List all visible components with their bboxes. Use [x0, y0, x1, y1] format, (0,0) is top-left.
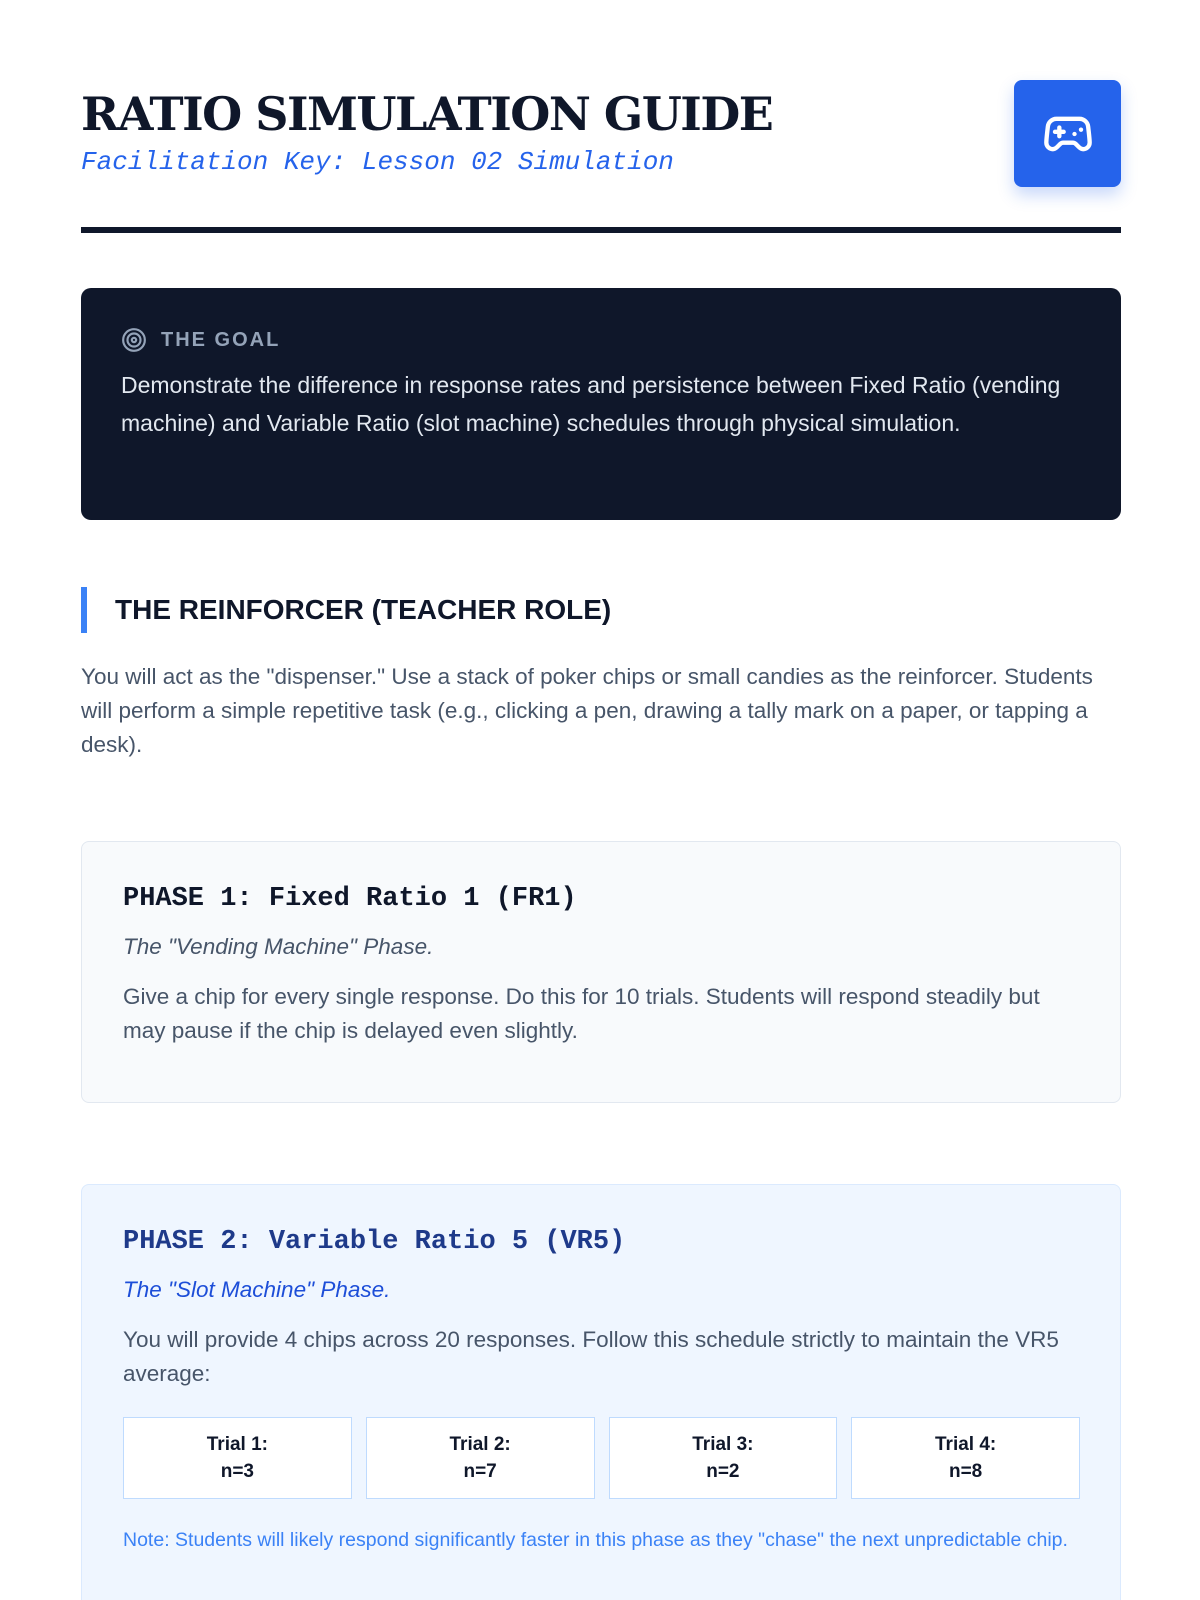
header-divider	[81, 227, 1121, 233]
page-title: RATIO SIMULATION GUIDE	[81, 87, 773, 141]
trial-box	[366, 1417, 595, 1499]
phase-1-card	[81, 841, 1121, 1103]
goal-text: Demonstrate the difference in response rates and persistence between Fixed Ratio (vending machine) and Variable Ratio (slot machine) schedules through physical simulation.	[121, 372, 1061, 436]
page	[81, 0, 1121, 1551]
target-icon	[121, 327, 147, 353]
reinforcer-heading: THE REINFORCER (TEACHER ROLE)	[81, 587, 611, 633]
phase-2-card	[81, 1184, 1121, 1600]
trial-schedule	[123, 1417, 1080, 1499]
trial-label: Trial 2:	[449, 1434, 511, 1455]
phase-2-text: You will provide 4 chips across 20 responses. Follow this schedule strictly to maintain the VR5 average:	[123, 1327, 1059, 1386]
reinforcer-text: You will act as the "dispenser." Use a stack of poker chips or small candies as the reinforcer. Students will perform a simple repetitive task (e.g., clicking a pen, drawing a tally mark on a paper, or tapping a desk).	[81, 664, 1093, 757]
goal-label: THE GOAL	[161, 328, 281, 351]
trial-label: Trial 4:	[935, 1434, 997, 1455]
trial-value: n=8	[948, 1461, 983, 1482]
trial-label: Trial 3:	[692, 1434, 754, 1455]
gamepad-icon	[1042, 108, 1094, 160]
trial-label: Trial 1:	[206, 1434, 268, 1455]
trial-box	[851, 1417, 1080, 1499]
trial-value: n=3	[220, 1461, 255, 1482]
phase-2-note: Note: Students will likely respond significantly faster in this phase as they "chase" the next unpredictable chip.	[123, 1529, 1068, 1551]
phase-2-title: PHASE 2: Variable Ratio 5 (VR5)	[123, 1227, 626, 1257]
trial-box	[123, 1417, 352, 1499]
phase-2-subtitle: The "Slot Machine" Phase.	[123, 1277, 391, 1302]
header	[81, 0, 1121, 232]
game-button[interactable]	[1014, 80, 1121, 187]
trial-value: n=7	[463, 1461, 497, 1482]
page-subtitle: Facilitation Key: Lesson 02 Simulation	[81, 147, 674, 177]
trial-box	[609, 1417, 838, 1499]
phase-1-text: Give a chip for every single response. Do this for 10 trials. Students will respond steadily but may pause if the chip is delayed even slightly.	[123, 984, 1040, 1043]
phase-1-subtitle: The "Vending Machine" Phase.	[123, 934, 434, 959]
goal-card	[81, 288, 1121, 520]
phase-1-title: PHASE 1: Fixed Ratio 1 (FR1)	[123, 884, 577, 914]
trial-value: n=2	[706, 1461, 740, 1482]
goal-header	[121, 326, 1081, 354]
